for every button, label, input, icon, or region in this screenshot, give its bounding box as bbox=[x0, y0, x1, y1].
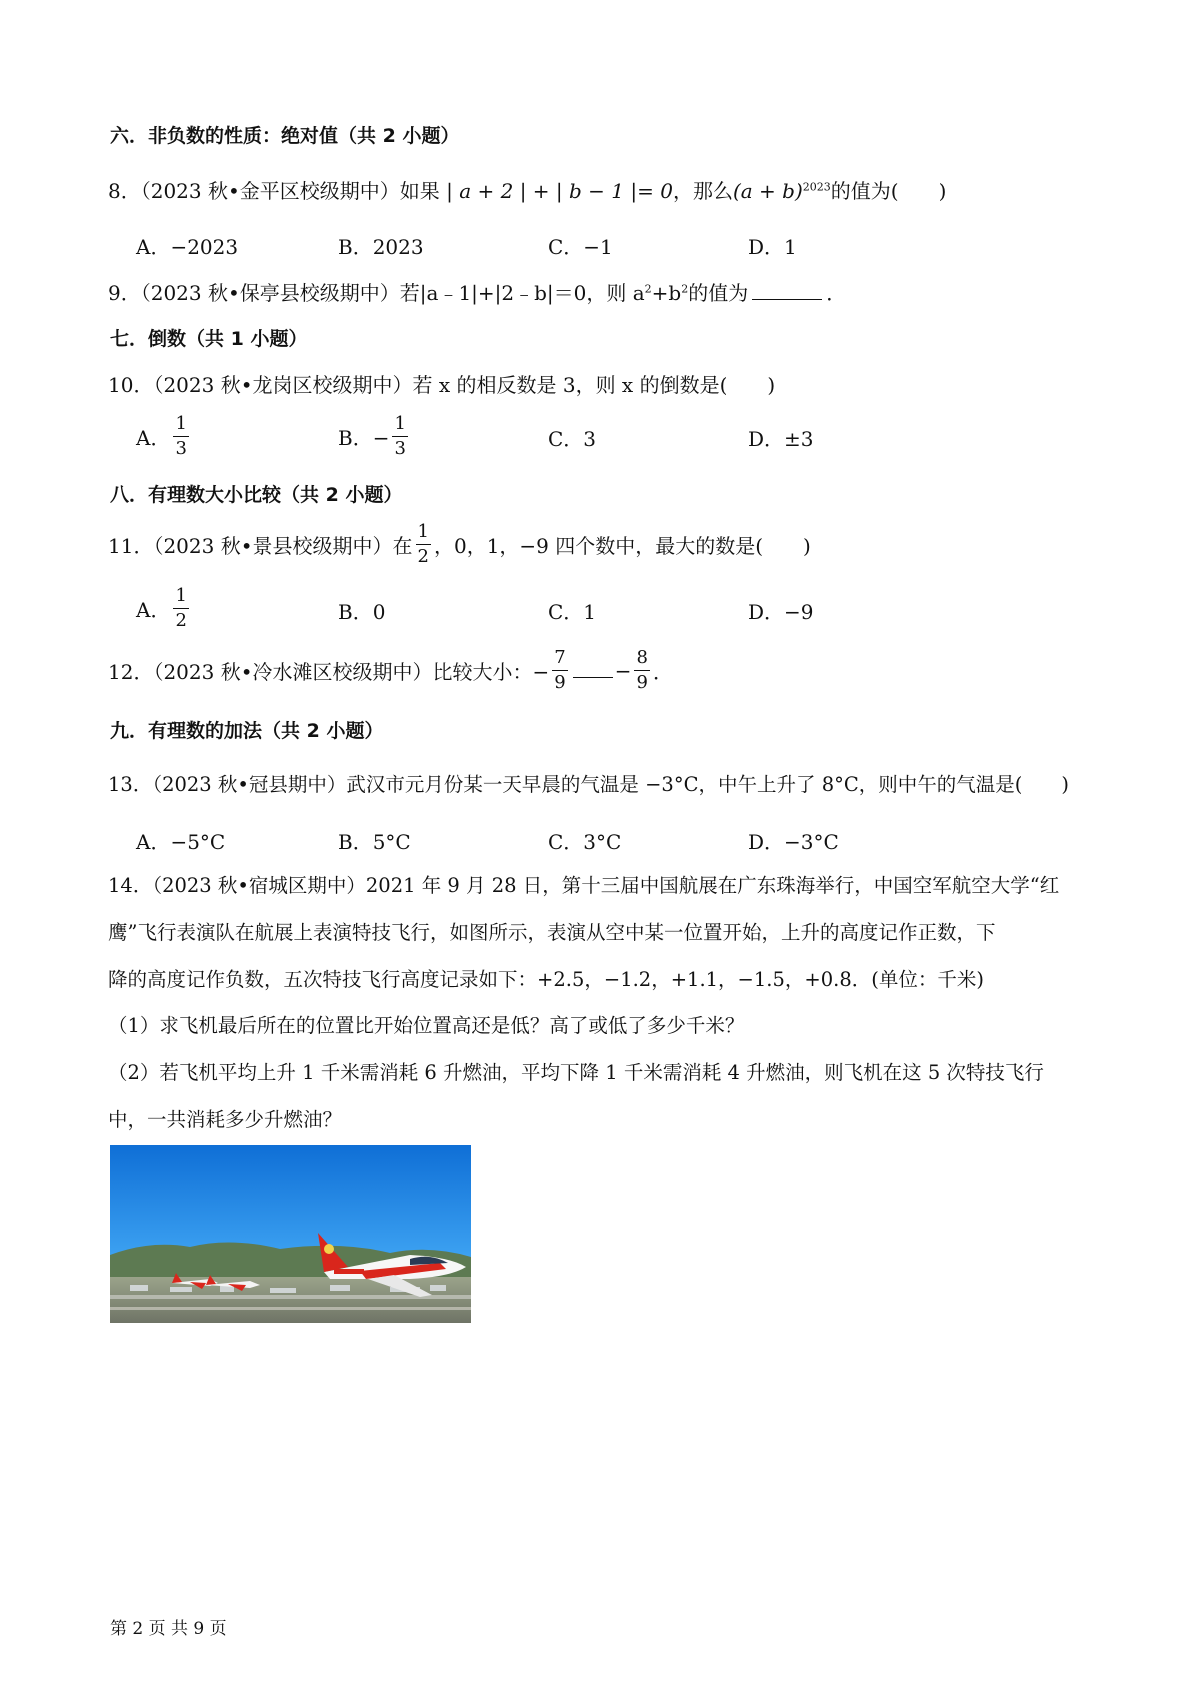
airshow-photo bbox=[110, 1145, 471, 1323]
section-heading-6: 六．非负数的性质：绝对值（共 2 小题） bbox=[110, 125, 460, 147]
fraction-denominator: 3 bbox=[394, 438, 406, 459]
q11-option-a-fraction bbox=[173, 584, 188, 633]
q10-option-a bbox=[136, 412, 192, 461]
q11-option-a-label: A． bbox=[136, 598, 171, 622]
q10-option-a-fraction bbox=[173, 412, 188, 461]
q11-prefix: 11．（2023 秋•景县校级期中）在 bbox=[108, 534, 413, 558]
q13-option-d: D．−3°C bbox=[748, 830, 839, 854]
section-heading-8: 八．有理数大小比较（共 2 小题） bbox=[110, 484, 403, 506]
q10-option-c: C．3 bbox=[548, 427, 597, 451]
question-14-sub-1: （1）求飞机最后所在的位置比开始位置高还是低？高了或低了多少千米？ bbox=[108, 1014, 745, 1037]
question-14-sub-2a: （2）若飞机平均上升 1 千米需消耗 6 升燃油，平均下降 1 千米需消耗 4 升燃油，则飞机在这 5 次特技飞行 bbox=[108, 1061, 1044, 1084]
fraction-denominator: 9 bbox=[554, 672, 566, 693]
question-12 bbox=[108, 646, 673, 695]
question-11 bbox=[108, 520, 811, 569]
q11-suffix: ，0，1，−9 四个数中，最大的数是( ) bbox=[433, 534, 811, 558]
question-14-sub-2b: 中，一共消耗多少升燃油？ bbox=[108, 1108, 343, 1131]
q12-fraction-1 bbox=[552, 646, 567, 695]
q8-prefix: 8．（2023 秋•金平区校级期中）如果 bbox=[108, 179, 440, 203]
q11-fraction bbox=[416, 520, 431, 569]
fraction-denominator: 2 bbox=[175, 610, 187, 631]
q12-end: ． bbox=[652, 660, 673, 684]
q10-option-b-fraction bbox=[392, 412, 407, 461]
q10-option-b-label: B．− bbox=[338, 426, 390, 450]
q9-plus: +b bbox=[651, 281, 682, 305]
question-9 bbox=[108, 277, 846, 306]
question-13: 13．（2023 秋•冠县期中）武汉市元月份某一天早晨的气温是 −3°C，中午上升了 8°C，则中午的气温是( ) bbox=[108, 773, 1069, 796]
q9-end: ． bbox=[826, 281, 847, 305]
question-10: 10．（2023 秋•龙岗区校级期中）若 x 的相反数是 3，则 x 的倒数是( ) bbox=[108, 373, 776, 397]
q8-expr2: (a + b) bbox=[732, 179, 803, 203]
q11-option-c: C．1 bbox=[548, 600, 597, 624]
q10-option-a-label: A． bbox=[136, 426, 171, 450]
airshow-illustration bbox=[110, 1145, 471, 1323]
page-footer: 第 2 页 共 9 页 bbox=[110, 1619, 227, 1639]
q10-option-d: D．±3 bbox=[748, 427, 814, 451]
q13-option-a: A．−5°C bbox=[136, 830, 226, 854]
q8-option-d: D．1 bbox=[748, 235, 797, 259]
fraction-denominator: 2 bbox=[417, 546, 429, 567]
q8-expr1: | a + 2 | + | b − 1 |= 0 bbox=[446, 179, 673, 203]
q9-sup1: 2 bbox=[644, 282, 652, 296]
fraction-numerator: 1 bbox=[173, 584, 188, 609]
question-14-line-3: 降的高度记作负数，五次特技飞行高度记录如下：+2.5，−1.2，+1.1，−1.5，+0.8．(单位：千米) bbox=[108, 968, 984, 991]
q8-exponent: 2023 bbox=[802, 180, 831, 194]
fraction-numerator: 8 bbox=[634, 646, 649, 671]
fraction-numerator: 1 bbox=[173, 412, 188, 437]
fraction-numerator: 1 bbox=[416, 520, 431, 545]
question-14-line-2: 鹰”飞行表演队在航展上表演特技飞行，如图所示，表演从空中某一位置开始，上升的高度记作正数，下 bbox=[108, 921, 996, 944]
q8-mid: ，那么 bbox=[672, 179, 733, 203]
section-heading-7: 七．倒数（共 1 小题） bbox=[110, 328, 308, 350]
fraction-numerator: 1 bbox=[392, 412, 407, 437]
q11-option-d: D．−9 bbox=[748, 600, 814, 624]
q11-option-a bbox=[136, 584, 192, 633]
q13-option-c: C．3°C bbox=[548, 830, 622, 854]
q8-option-a: A．−2023 bbox=[136, 235, 239, 259]
q9-sup2: 2 bbox=[681, 282, 689, 296]
q12-answer-blank bbox=[573, 663, 613, 678]
fraction-numerator: 7 bbox=[552, 646, 567, 671]
q12-prefix: 12．（2023 秋•冷水滩区校级期中）比较大小：− bbox=[108, 660, 550, 684]
q9-prefix: 9．（2023 秋•保亭县校级期中）若|a﹣1|+|2﹣b|＝0，则 a bbox=[108, 281, 645, 305]
q12-fraction-2 bbox=[634, 646, 649, 695]
q9-answer-blank bbox=[752, 281, 822, 300]
q8-option-b: B．2023 bbox=[338, 235, 424, 259]
q13-option-b: B．5°C bbox=[338, 830, 411, 854]
question-14-line-1: 14．（2023 秋•宿城区期中）2021 年 9 月 28 日，第十三届中国航展在广东珠海举行，中国空军航空大学“红 bbox=[108, 874, 1060, 897]
q10-option-b bbox=[338, 412, 411, 461]
fraction-denominator: 3 bbox=[175, 438, 187, 459]
q8-suffix: 的值为( ) bbox=[830, 179, 947, 203]
q11-option-b: B．0 bbox=[338, 600, 386, 624]
q12-minus: − bbox=[614, 658, 632, 683]
section-heading-9: 九．有理数的加法（共 2 小题） bbox=[110, 720, 384, 742]
fraction-denominator: 9 bbox=[636, 672, 648, 693]
q8-option-c: C．−1 bbox=[548, 235, 613, 259]
q9-suffix: 的值为 bbox=[688, 281, 749, 305]
question-8 bbox=[108, 175, 946, 204]
